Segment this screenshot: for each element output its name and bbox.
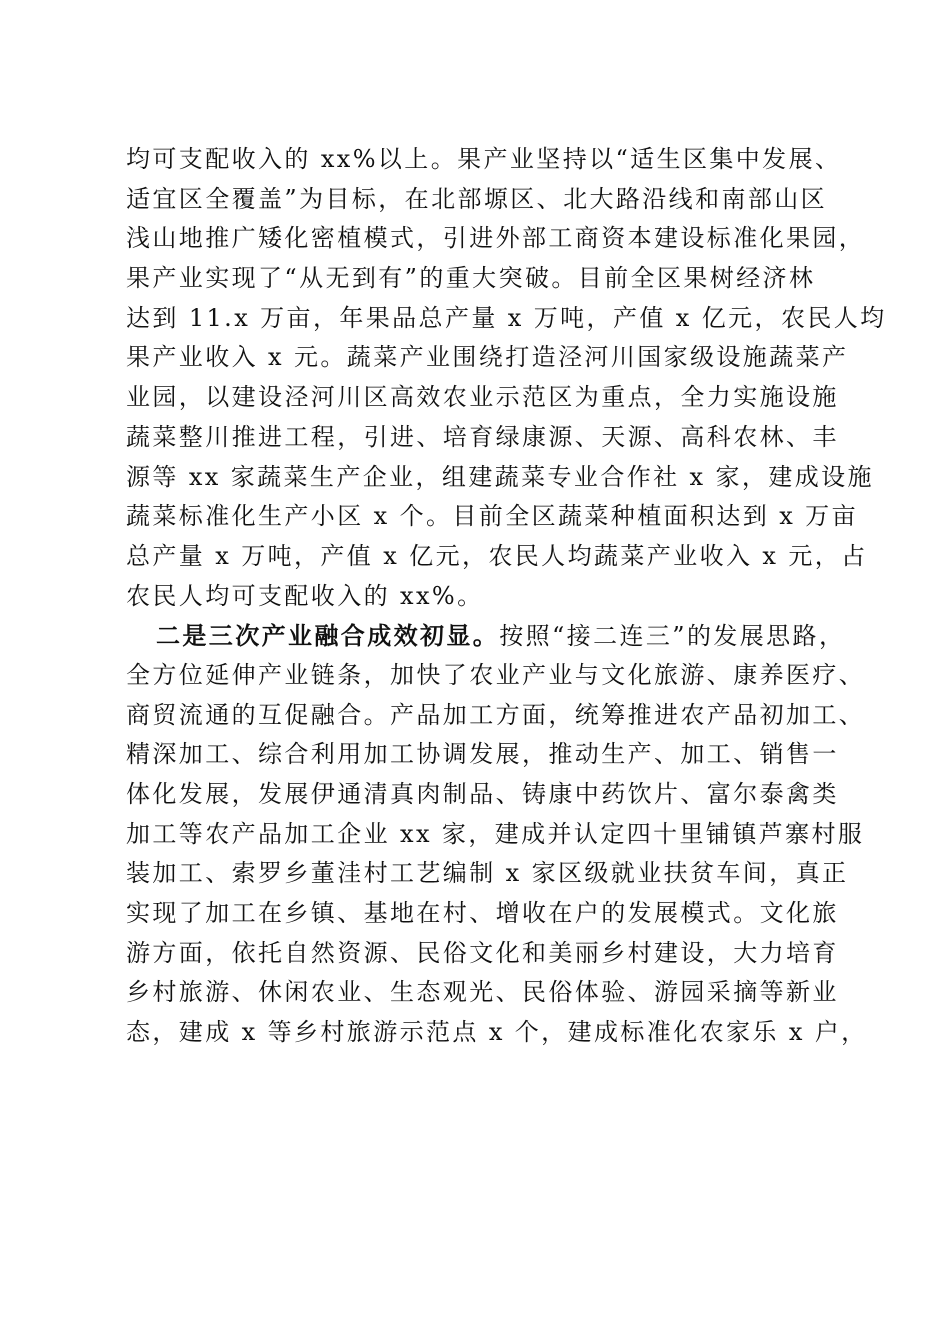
paragraph-2-first-line-text: 按照“接二连三”的发展思路， [499, 622, 846, 651]
text-line: 达到 11.x 万亩，年果品总产量 x 万吨，产值 x 亿元，农民人均 [126, 303, 887, 332]
text-line: 适宜区全覆盖”为目标，在北部塬区、北大路沿线和南部山区 [126, 184, 828, 213]
body-text [126, 140, 887, 1053]
text-line: 业园，以建设泾河川区高效农业示范区为重点，全力实施设施 [126, 383, 839, 412]
text-line: 果产业收入 x 元。蔬菜产业围绕打造泾河川国家级设施蔬菜产 [126, 343, 849, 372]
text-line: 实现了加工在乡镇、基地在村、增收在户的发展模式。文化旅 [126, 899, 839, 928]
text-line: 源等 xx 家蔬菜生产企业，组建蔬菜专业合作社 x 家，建成设施 [126, 462, 874, 491]
text-line: 装加工、索罗乡董洼村工艺编制 x 家区级就业扶贫车间，真正 [126, 859, 849, 888]
text-line: 蔬菜标准化生产小区 x 个。目前全区蔬菜种植面积达到 x 万亩 [126, 502, 858, 531]
text-line: 游方面，依托自然资源、民俗文化和美丽乡村建设，大力培育 [126, 938, 839, 967]
text-line: 总产量 x 万吨，产值 x 亿元，农民人均蔬菜产业收入 x 元，占 [126, 541, 868, 570]
text-line: 态，建成 x 等乡村旅游示范点 x 个，建成标准化农家乐 x 户， [126, 1018, 868, 1047]
text-line: 乡村旅游、休闲农业、生态观光、民俗体验、游园采摘等新业 [126, 978, 839, 1007]
text-line: 浅山地推广矮化密植模式，引进外部工商资本建设标准化果园， [126, 224, 866, 253]
text-line: 农民人均可支配收入的 xx%。 [126, 581, 484, 610]
text-line: 蔬菜整川推进工程，引进、培育绿康源、天源、高科农林、丰 [126, 422, 839, 451]
text-line: 加工等农产品加工企业 xx 家，建成并认定四十里铺镇芦寨村服 [126, 819, 865, 848]
paragraph-1 [126, 140, 887, 616]
text-line: 精深加工、综合利用加工协调发展，推动生产、加工、销售一 [126, 740, 839, 769]
text-line: 全方位延伸产业链条，加快了农业产业与文化旅游、康养医疗、 [126, 660, 866, 689]
text-line: 商贸流通的互促融合。产品加工方面，统筹推进农产品初加工、 [126, 700, 866, 729]
text-line: 均可支配收入的 xx%以上。果产业坚持以“适生区集中发展、 [126, 145, 842, 173]
paragraph-2-heading: 二是三次产业融合成效初显。 [156, 621, 500, 651]
paragraph-2 [126, 616, 868, 1053]
paragraph-2-first-line [126, 616, 846, 656]
text-line: 果产业实现了“从无到有”的重大突破。目前全区果树经济林 [126, 264, 816, 293]
text-line: 体化发展，发展伊通清真肉制品、铸康中药饮片、富尔泰禽类 [126, 780, 839, 808]
